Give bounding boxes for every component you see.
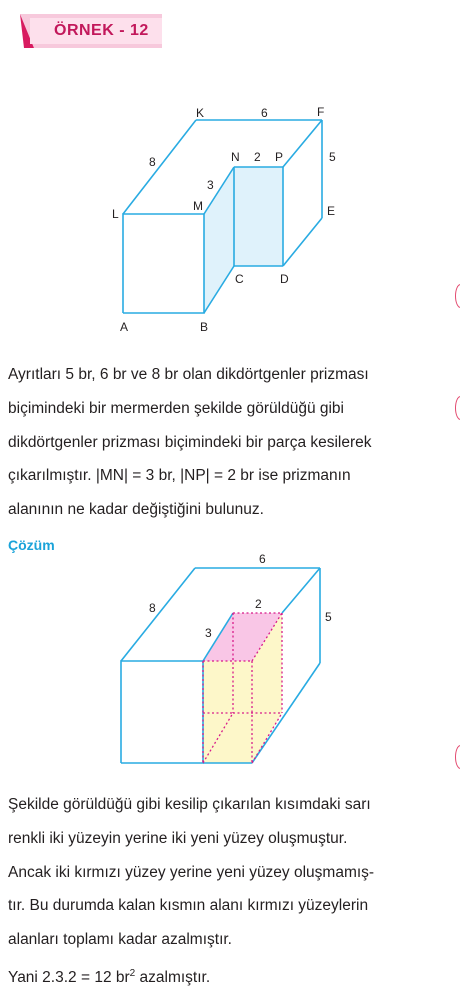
final-suffix: azalmıştır. (135, 969, 211, 987)
margin-mark (455, 745, 460, 769)
example-badge (20, 14, 162, 48)
problem-line: dikdörtgenler prizması biçimindeki bir parça kesilerek (8, 433, 372, 451)
margin-mark (455, 284, 460, 308)
label-m: M (193, 199, 203, 213)
label-a: A (120, 320, 129, 334)
solution-line: tır. Bu durumda kalan kısmın alanı kırmızı yüzeylerin (8, 897, 369, 915)
problem-text (8, 358, 448, 527)
cut-face-back (234, 167, 283, 266)
solution-line: renkli iki yüzeyin yerine iki yeni yüzey oluşmuştur. (8, 829, 348, 847)
solution-dim-depth: 3 (205, 626, 212, 640)
solution-heading: Çözüm (8, 537, 55, 553)
badge-label: ÖRNEK - 12 (54, 22, 149, 39)
solution-line: Ancak iki kırmızı yüzey yerine yeni yüzey oluşmamış- (8, 863, 375, 881)
yellow-face-front (203, 661, 252, 763)
dim-np: 2 (254, 150, 261, 164)
final-prefix: Yani 2.3.2 = 12 br (8, 969, 130, 987)
prism-figure (0, 96, 460, 346)
solution-dim-left: 8 (149, 601, 156, 615)
label-n: N (231, 150, 240, 164)
solution-figure (0, 548, 460, 778)
label-d: D (280, 272, 289, 286)
label-f: F (317, 105, 325, 119)
solution-dim-width: 2 (255, 597, 262, 611)
problem-line: alanının ne kadar değiştiğini bulunuz. (8, 501, 264, 519)
solution-final-line (8, 957, 448, 995)
solution-dim-right: 5 (325, 610, 332, 624)
solution-line: Şekilde görüldüğü gibi kesilip çıkarılan kısımdaki sarı (8, 796, 371, 813)
label-b: B (200, 320, 209, 334)
problem-line: Ayrıtları 5 br, 6 br ve 8 br olan dikdörtgenler prizması (8, 366, 369, 383)
label-e: E (327, 204, 336, 218)
solution-line: alanları toplamı kadar azalmıştır. (8, 931, 232, 949)
label-l: L (112, 207, 119, 221)
label-c: C (235, 272, 244, 286)
label-p: P (275, 150, 284, 164)
dim-mn: 3 (207, 178, 214, 192)
solution-text (8, 788, 448, 995)
label-k: K (196, 106, 205, 120)
solution-dim-top: 6 (259, 552, 266, 566)
problem-line: biçimindeki bir mermerden şekilde görüldüğü gibi (8, 399, 344, 417)
final-superscript: 2 (129, 967, 136, 979)
problem-line: çıkarılmıştır. |MN| = 3 br, |NP| = 2 br ise prizmanın (8, 467, 351, 485)
dim-top: 6 (261, 106, 268, 120)
dim-right: 5 (329, 150, 336, 164)
dim-left: 8 (149, 155, 156, 169)
margin-mark (455, 396, 460, 420)
